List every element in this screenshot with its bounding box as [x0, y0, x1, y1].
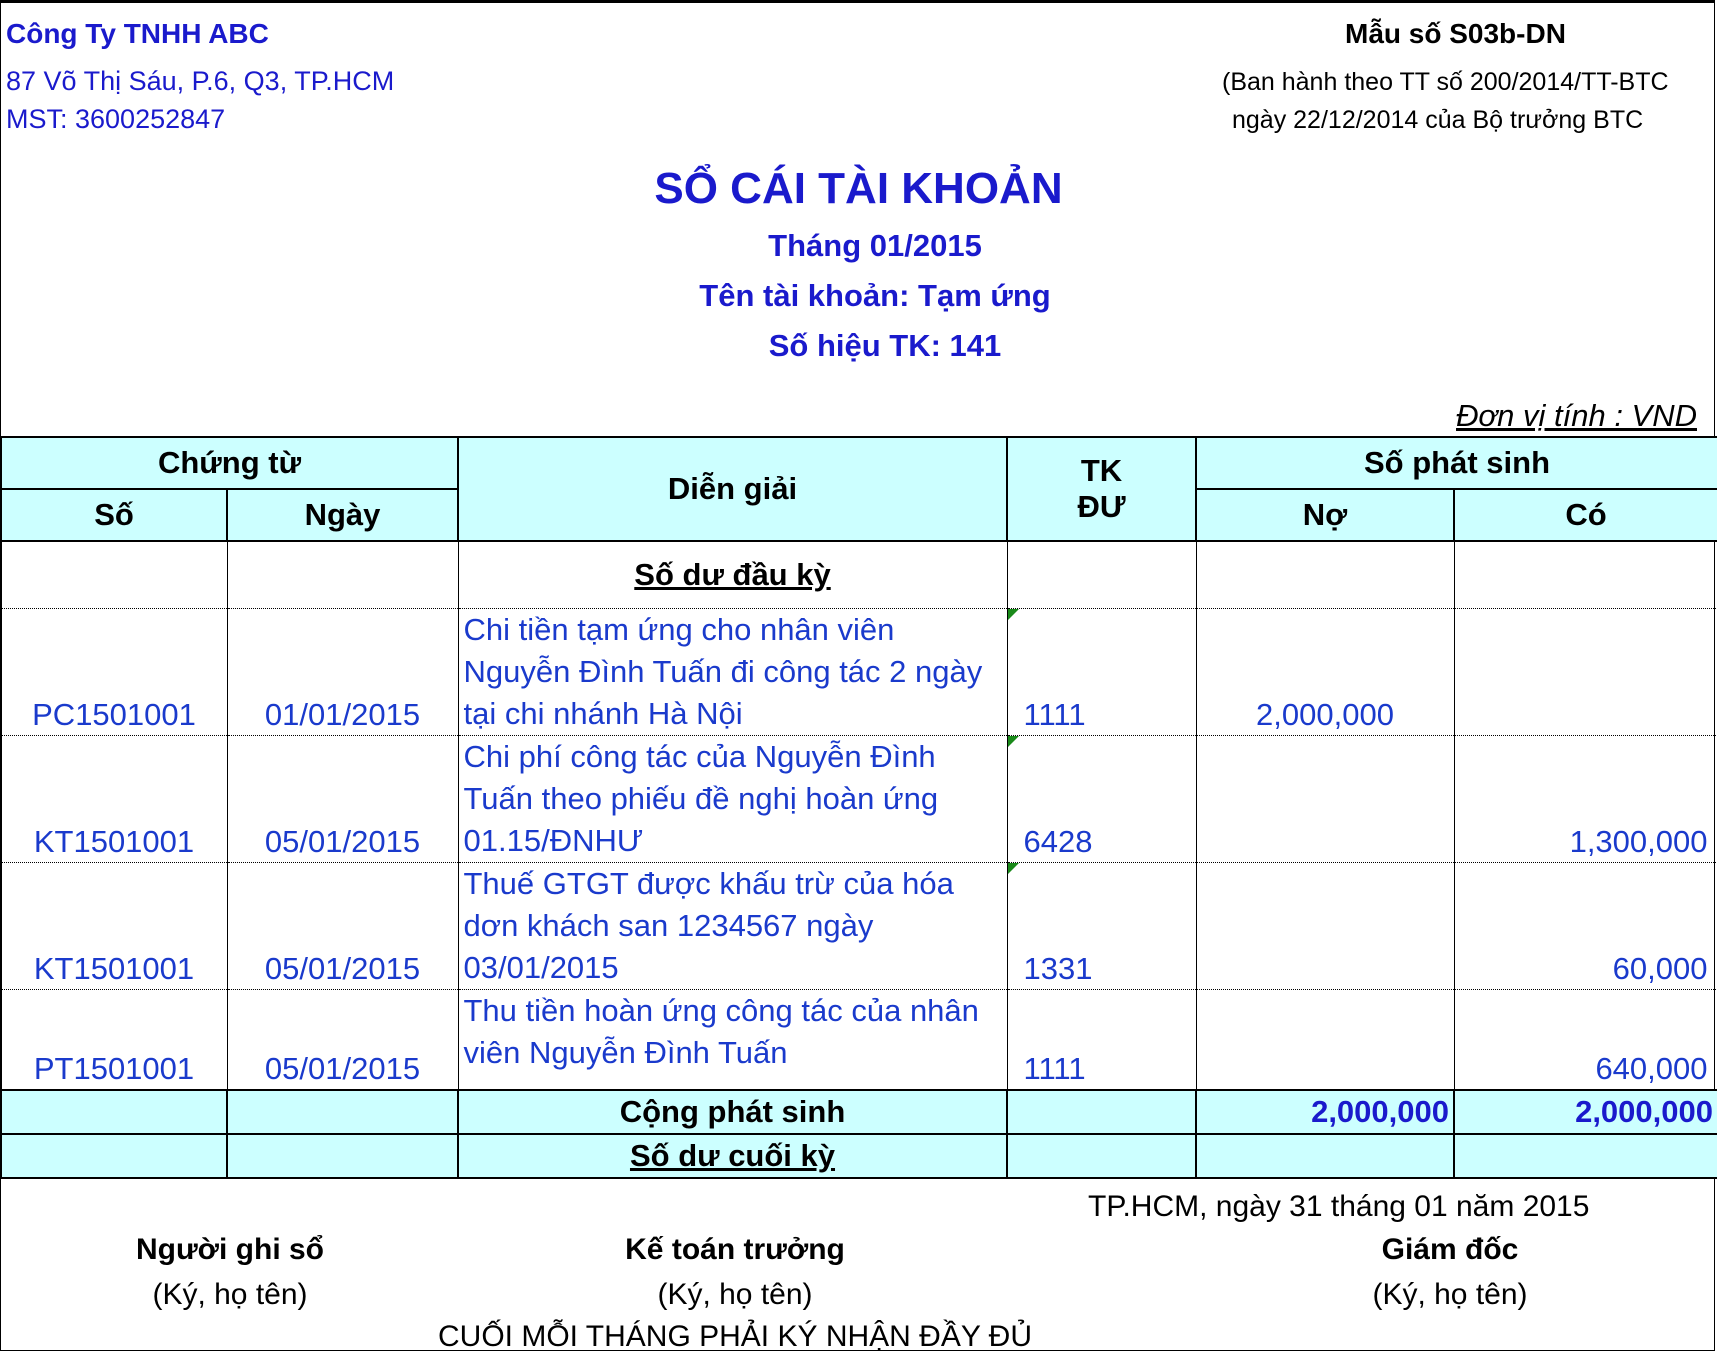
header-number: Số [1, 489, 227, 541]
header-contra-account [1007, 437, 1196, 541]
signer-director-title: Giám đốc [1381, 1233, 1519, 1266]
row-debit [1196, 990, 1454, 1090]
row-credit: 60,000 [1454, 863, 1717, 990]
total-label: Cộng phát sinh [458, 1090, 1007, 1134]
account-name: Tên tài khoản: Tạm ứng [699, 278, 1051, 313]
row-description: Thuế GTGT được khấu trừ của hóa dơn khách san 1234567 ngày 03/01/2015 [458, 863, 1007, 990]
signer-bookkeeper-title: Người ghi sổ [135, 1233, 325, 1266]
company-name: Công Ty TNHH ABC [6, 18, 269, 49]
table-row[interactable] [1, 609, 1717, 736]
opening-balance-row [1, 541, 1717, 609]
closing-balance-row [1, 1134, 1717, 1178]
row-debit [1196, 736, 1454, 863]
row-description: Chi phí công tác của Nguyễn Đình Tuấn theo phiếu đề nghị hoàn ứng 01.15/ĐNHƯ [458, 736, 1007, 863]
table-row[interactable] [1, 990, 1717, 1090]
account-number: Số hiệu TK: 141 [768, 328, 1002, 363]
header-contra-line1: TK [1080, 453, 1123, 488]
opening-balance-label: Số dư đầu kỳ [634, 557, 831, 592]
row-number: PT1501001 [1, 990, 227, 1090]
signer-chief-accountant-note: (Ký, họ tên) [657, 1278, 813, 1311]
row-credit: 640,000 [1454, 990, 1717, 1090]
row-contra: 6428 [1023, 824, 1093, 859]
header-voucher: Chứng từ [1, 437, 458, 489]
row-contra: 1331 [1023, 951, 1093, 986]
currency-unit: Đơn vị tính : VND [1456, 398, 1697, 433]
monthly-sign-reminder: CUỐI MỖI THÁNG PHẢI KÝ NHẬN ĐẦY ĐỦ [438, 1320, 1032, 1353]
row-date: 05/01/2015 [227, 863, 458, 990]
row-contra: 1111 [1023, 697, 1086, 732]
table-row[interactable] [1, 863, 1717, 990]
row-date: 05/01/2015 [227, 736, 458, 863]
row-description: Chi tiền tạm ứng cho nhân viên Nguyễn Đình Tuấn đi công tác 2 ngày tại chi nhánh Hà Nội [458, 609, 1007, 736]
company-tax-code: MST: 3600252847 [6, 104, 226, 134]
total-debit: 2,000,000 [1196, 1090, 1454, 1134]
row-number: KT1501001 [1, 863, 227, 990]
total-credit: 2,000,000 [1454, 1090, 1717, 1134]
form-number: Mẫu số S03b-DN [1345, 18, 1566, 49]
signer-chief-accountant-title: Kế toán trưởng [625, 1233, 845, 1266]
row-contra: 1111 [1023, 1050, 1086, 1086]
header-amounts: Số phát sinh [1196, 437, 1717, 489]
form-issued-line1: (Ban hành theo TT số 200/2014/TT-BTC [1222, 68, 1669, 96]
comment-marker-icon [1008, 863, 1019, 874]
form-issued-line2: ngày 22/12/2014 của Bộ trưởng BTC [1232, 106, 1644, 134]
header-date: Ngày [227, 489, 458, 541]
row-credit: 1,300,000 [1454, 736, 1717, 863]
row-debit: 2,000,000 [1196, 609, 1454, 736]
table-row[interactable] [1, 736, 1717, 863]
row-number: KT1501001 [1, 736, 227, 863]
header-contra-line2: ĐƯ [1077, 489, 1126, 524]
row-date: 01/01/2015 [227, 609, 458, 736]
row-description: Thu tiền hoàn ứng công tác của nhân viên Nguyễn Đình Tuấn [458, 990, 1007, 1090]
signer-director-note: (Ký, họ tên) [1372, 1278, 1528, 1311]
ledger-table [0, 436, 1717, 1179]
signing-date: TP.HCM, ngày 31 tháng 01 năm 2015 [1088, 1190, 1590, 1223]
row-number: PC1501001 [1, 609, 227, 736]
total-row [1, 1090, 1717, 1134]
closing-balance-label: Số dư cuối kỳ [629, 1137, 836, 1173]
period: Tháng 01/2015 [768, 228, 982, 263]
company-address: 87 Võ Thị Sáu, P.6, Q3, TP.HCM [6, 66, 395, 96]
row-credit [1454, 609, 1717, 736]
row-date: 05/01/2015 [227, 990, 458, 1090]
comment-marker-icon [1008, 609, 1019, 620]
header-description: Diễn giải [458, 437, 1007, 541]
comment-marker-icon [1008, 736, 1019, 747]
row-debit [1196, 863, 1454, 990]
header-credit: Có [1454, 489, 1717, 541]
header-debit: Nợ [1196, 489, 1454, 541]
signer-bookkeeper-note: (Ký, họ tên) [152, 1278, 308, 1311]
page-title: SỔ CÁI TÀI KHOẢN [654, 164, 1063, 213]
